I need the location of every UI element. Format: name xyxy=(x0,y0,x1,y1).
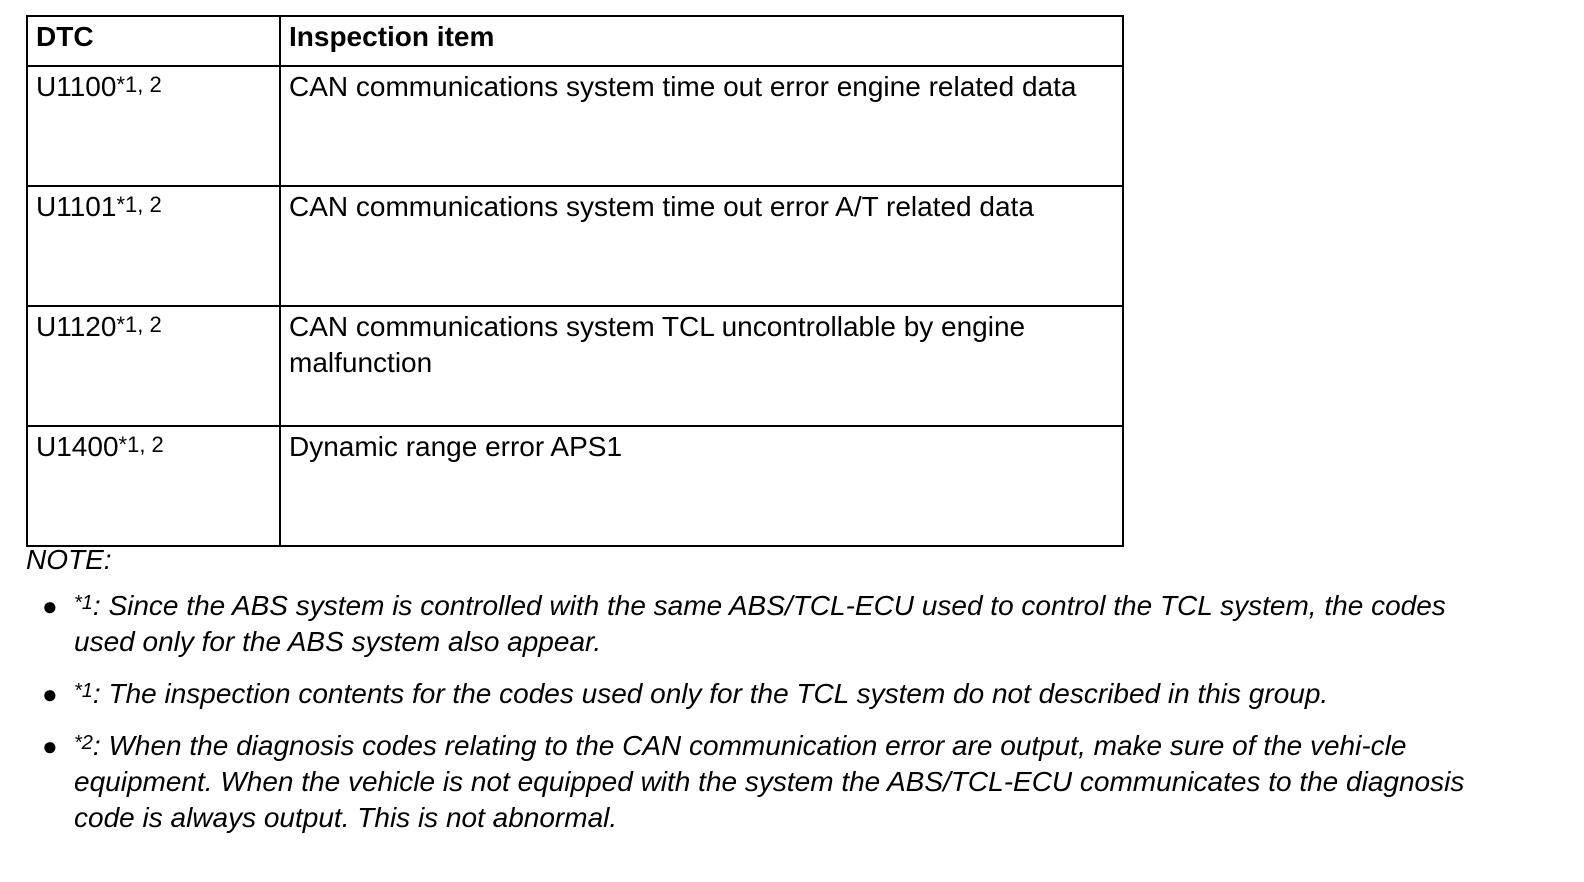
dtc-table xyxy=(26,15,1124,547)
dtc-cell xyxy=(27,306,280,426)
note-title: NOTE: xyxy=(26,544,112,575)
dtc-code: U1100 xyxy=(36,71,117,102)
note-footnote-marker: *2 xyxy=(74,732,93,754)
dtc-footnote-marker: *1, 2 xyxy=(116,72,162,97)
note-text: : When the diagnosis codes relating to the CAN communication error are output, make sure of the vehi-cle equipment. When the vehicle is not equipped with the system the ABS/TCL-ECU communicates to the diagnosis code is always output. This is not abnormal. xyxy=(74,730,1465,833)
bullet-icon: ● xyxy=(42,591,58,621)
inspection-item-cell: Dynamic range error APS1 xyxy=(280,426,1123,546)
note-list xyxy=(40,588,1510,852)
note-item xyxy=(40,588,1510,660)
note-text: : Since the ABS system is controlled with the same ABS/TCL-ECU used to control the TCL system, the codes used only for the ABS system also appear. xyxy=(74,590,1446,657)
bullet-icon: ● xyxy=(42,731,58,761)
note-footnote-marker: *1 xyxy=(74,680,93,702)
table-row xyxy=(27,306,1123,426)
dtc-cell xyxy=(27,186,280,306)
inspection-item-cell: CAN communications system time out error A/T related data xyxy=(280,186,1123,306)
dtc-footnote-marker: *1, 2 xyxy=(118,432,164,457)
dtc-cell xyxy=(27,66,280,186)
dtc-cell xyxy=(27,426,280,546)
inspection-item-cell: CAN communications system TCL uncontrollable by engine malfunction xyxy=(280,306,1123,426)
dtc-footnote-marker: *1, 2 xyxy=(116,192,162,217)
table-header-row xyxy=(27,16,1123,66)
note-footnote-marker: *1 xyxy=(74,592,93,614)
inspection-item-cell: CAN communications system time out error engine related data xyxy=(280,66,1123,186)
table-row xyxy=(27,66,1123,186)
header-inspection-item: Inspection item xyxy=(280,16,1123,66)
table-row xyxy=(27,426,1123,546)
note-text: : The inspection contents for the codes used only for the TCL system do not described in this group. xyxy=(92,678,1329,709)
note-item xyxy=(40,728,1510,836)
dtc-footnote-marker: *1, 2 xyxy=(116,312,162,337)
dtc-code: U1101 xyxy=(36,191,117,222)
table-row xyxy=(27,186,1123,306)
note-item xyxy=(40,676,1510,712)
bullet-icon: ● xyxy=(42,679,58,709)
dtc-code: U1400 xyxy=(36,431,119,462)
dtc-code: U1120 xyxy=(36,311,117,342)
header-dtc: DTC xyxy=(27,16,280,66)
